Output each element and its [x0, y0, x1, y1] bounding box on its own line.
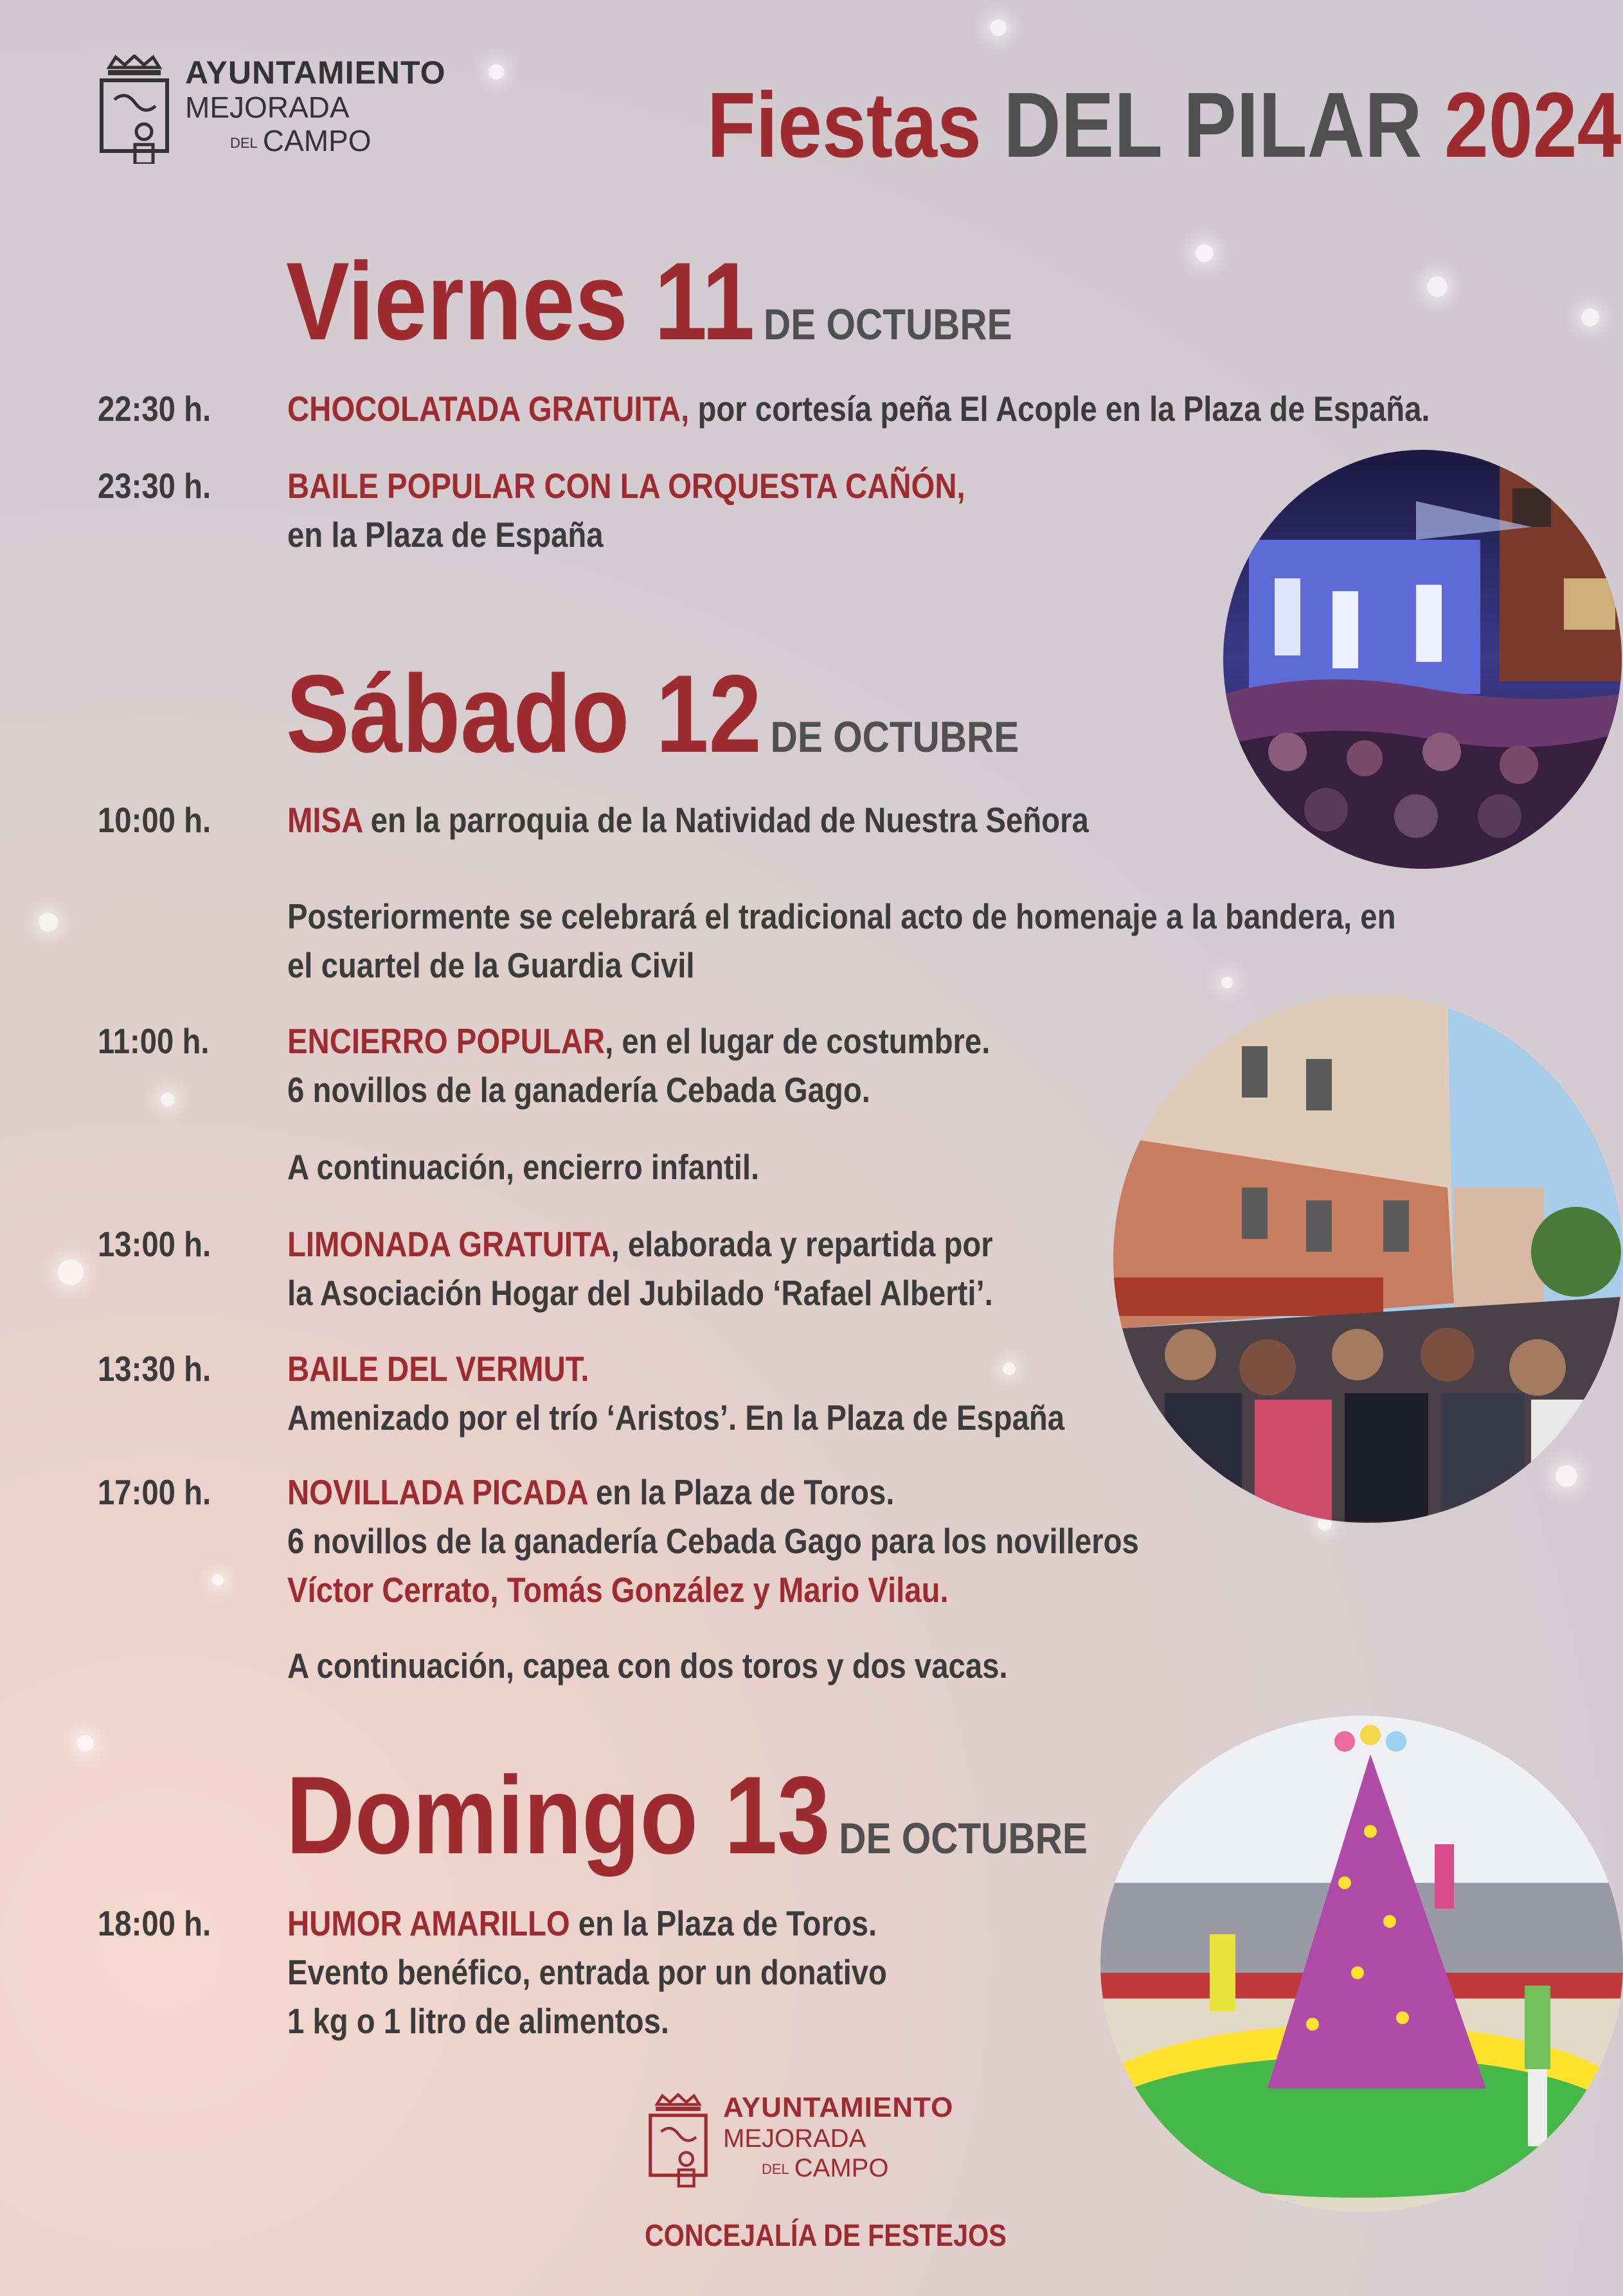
crown-emblem-icon: [96, 55, 172, 164]
event-time: 18:00 h.: [98, 1903, 211, 1943]
event-time: 17:00 h.: [98, 1472, 211, 1512]
event-time: 10:00 h.: [98, 800, 211, 840]
inflatable-photo: [1100, 1716, 1623, 2212]
event-capea: A continuación, capea con dos toros y dos vacas.: [287, 1646, 1008, 1686]
logo-line-campo: CAMPO: [262, 124, 372, 157]
event-novillada: NOVILLADA PICADA en la Plaza de Toros. 6 novillos de la ganadería Cebada Gago para los novilleros Víctor Cerrato, Tomás González y Mario Vilau.: [287, 1472, 1139, 1610]
event-limonada: LIMONADA GRATUITA, elaborada y repartida por la Asociación Hogar del Jubilado ‘Rafael Alberti’.: [287, 1224, 993, 1313]
encierro-crowd-photo: [1113, 995, 1623, 1523]
logo-line-mejorada: MEJORADA: [185, 91, 350, 124]
footer-logo-line-ayuntamiento: AYUNTAMIENTO: [723, 2092, 954, 2123]
event-time: 11:00 h.: [98, 1021, 210, 1061]
event-misa: MISA en la parroquia de la Natividad de Nuestra Señora: [287, 800, 1089, 840]
footer-logo: [646, 2092, 953, 2188]
logo-line-ayuntamiento: AYUNTAMIENTO: [185, 55, 446, 91]
event-homenaje-bandera: Posteriormente se celebrará el tradicional acto de homenaje a la bandera, en el cuartel de la Guardia Civil: [287, 896, 1396, 985]
footer-logo-line-del: DEL: [762, 2161, 789, 2178]
event-encierro-popular: ENCIERRO POPULAR, en el lugar de costumbre. 6 novillos de la ganadería Cebada Gago.: [287, 1021, 991, 1110]
event-baile-vermut: BAILE DEL VERMUT. Amenizado por el trío ‘Aristos’. En la Plaza de España: [287, 1349, 1065, 1437]
day-heading-domingo: Domingo 13 DE OCTUBRE: [286, 1754, 1088, 1877]
footer-logo-line-campo: CAMPO: [794, 2154, 889, 2182]
crown-emblem-icon: [646, 2092, 710, 2188]
day-heading-sabado: Sábado 12 DE OCTUBRE: [286, 652, 1019, 776]
event-time: 23:30 h.: [98, 466, 211, 506]
event-time: 22:30 h.: [98, 389, 211, 429]
page-title: Fiestas DEL PILAR 2024: [707, 73, 1622, 177]
event-encierro-infantil: A continuación, encierro infantil.: [287, 1147, 760, 1187]
event-chocolatada: CHOCOLATADA GRATUITA, por cortesía peña El Acople en la Plaza de España.: [287, 389, 1430, 429]
event-humor-amarillo: HUMOR AMARILLO en la Plaza de Toros. Evento benéfico, entrada por un donativo 1 kg o 1 litro de alimentos.: [287, 1903, 887, 2041]
logo-line-del: DEL: [230, 134, 258, 151]
footer-logo-line-mejorada: MEJORADA: [723, 2124, 866, 2153]
day-heading-viernes: Viernes 11 DE OCTUBRE: [286, 240, 1012, 363]
event-baile-popular: BAILE POPULAR CON LA ORQUESTA CAÑÓN, en la Plaza de España: [287, 466, 965, 555]
event-time: 13:00 h.: [98, 1224, 211, 1264]
concert-photo: [1223, 450, 1622, 869]
concejalia-label: CONCEJALÍA DE FESTEJOS: [645, 2219, 1007, 2253]
event-time: 13:30 h.: [98, 1349, 211, 1389]
municipal-logo: [96, 55, 446, 164]
